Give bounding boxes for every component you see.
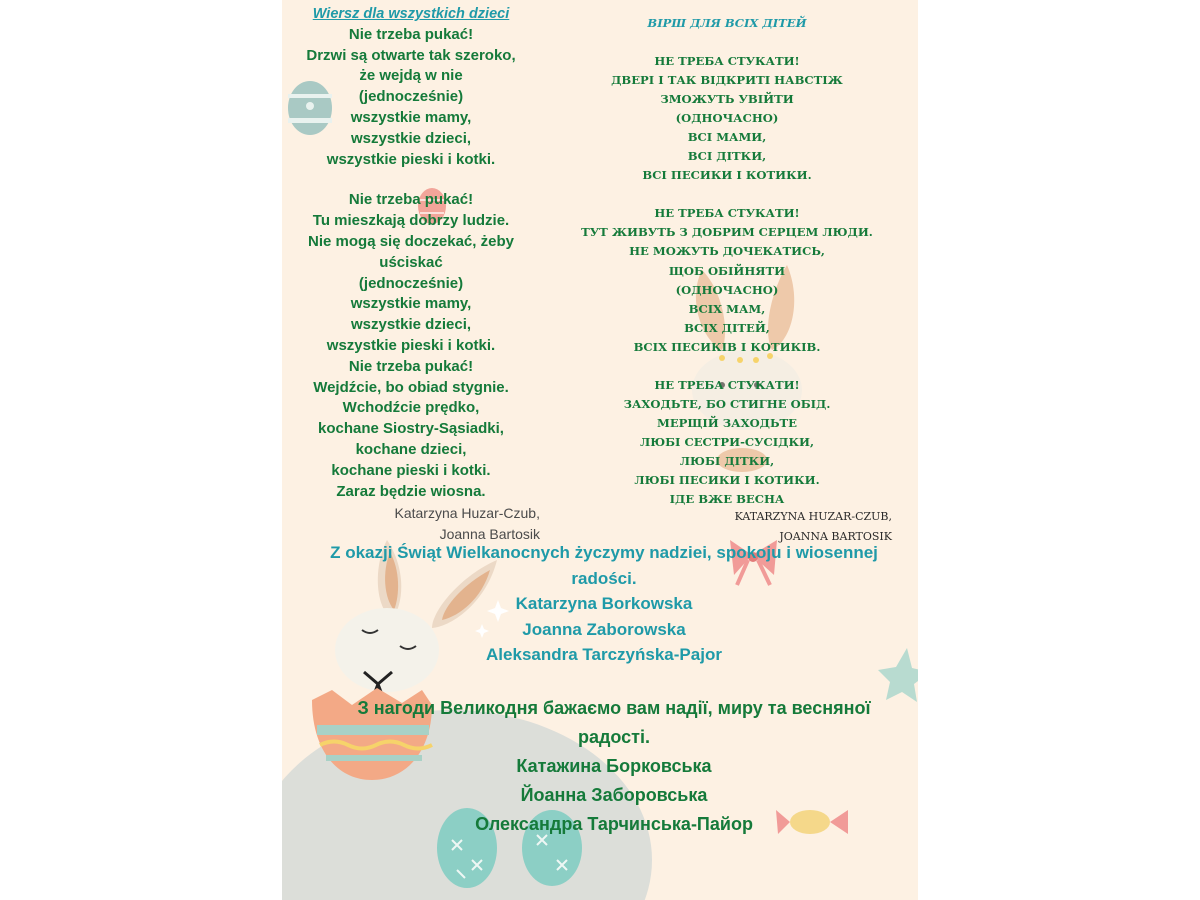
wish-line: З нагоди Великодня бажаємо вам надії, миру та весняної (357, 698, 871, 718)
poem-line: wszystkie mamy, (350, 295, 472, 313)
polish-poem-title: Wiersz dla wszystkich dzieci (312, 6, 510, 22)
polish-poem (282, 4, 540, 545)
author-line: Katarzyna Huzar-Czub, (394, 505, 540, 522)
poem-line: ІДЕ ВЖЕ ВЕСНА (669, 492, 785, 507)
poem-line: ВСІ МАМИ, (687, 130, 767, 145)
poem-line: (jednocześnie) (358, 274, 464, 292)
poem-line: ВСІХ ПЕСИКІВ І КОТИКІВ. (633, 339, 821, 354)
signature: Йоанна Заборовська (520, 785, 708, 805)
poem-line: (ОДНОЧАСНО) (675, 111, 779, 126)
poem-line: Wejdźcie, bo obiad stygnie. (313, 378, 509, 396)
easter-poster (282, 0, 918, 900)
poem-line: ЗМОЖУТЬ УВІЙТИ (660, 92, 794, 107)
signature: Joanna Zaborowska (522, 619, 686, 639)
signature: Олександра Тарчинська-Пайор (475, 814, 753, 834)
poem-line: ДВЕРІ І ТАК ВІДКРИТІ НАВСТІЖ (611, 73, 843, 88)
author-line: Joanna Bartosik (439, 526, 540, 543)
wish-line: radości. (571, 568, 637, 588)
poem-line: ВСІ ПЕСИКИ І КОТИКИ. (642, 168, 812, 183)
signature: Katarzyna Borkowska (515, 594, 693, 613)
poem-line: Zaraz będzie wiosna. (336, 482, 486, 500)
poem-line: wszystkie dzieci, (350, 129, 472, 147)
wish-line: радості. (577, 727, 651, 747)
poem-line: wszystkie pieski i kotki. (326, 150, 496, 168)
poem-line: (ОДНОЧАСНО) (675, 282, 779, 297)
poem-line: ВСІХ ДІТЕЙ, (684, 320, 770, 335)
poem-line: kochane Siostry-Sąsiadki, (318, 420, 504, 438)
poem-line: wszystkie dzieci, (350, 316, 472, 334)
polish-wishes (290, 540, 918, 668)
poem-line: (jednocześnie) (358, 88, 464, 106)
poem-line: НЕ ТРЕБА СТУКАТИ! (654, 54, 800, 69)
poem-line: ЗАХОДЬТЕ, БО СТИГНЕ ОБІД. (623, 396, 831, 411)
poem-line: ВСІХ МАМ, (688, 301, 766, 316)
poem-line: МЕРЩІЙ ЗАХОДЬТЕ (656, 415, 798, 430)
poem-line: НЕ ТРЕБА СТУКАТИ! (654, 377, 800, 392)
poem-line: uściskać (379, 253, 443, 271)
signature: Aleksandra Tarczyńska-Pajor (486, 645, 722, 664)
poem-line: Nie trzeba pukać! (348, 357, 474, 375)
author-line: KATARZYNA HUZAR-CZUB, (734, 510, 892, 524)
poem-line: że wejdą w nie (359, 67, 463, 85)
ukrainian-wishes (310, 694, 918, 839)
poem-line: wszystkie mamy, (350, 108, 472, 126)
author-line: JOANNA BARTOSIK (779, 530, 892, 544)
signature: Катажина Борковська (516, 756, 712, 776)
poem-line: НЕ МОЖУТЬ ДОЧЕКАТИСЬ, (629, 244, 825, 259)
poem-line: wszystkie pieski i kotki. (326, 336, 496, 354)
poem-line: ВСІ ДІТКИ, (687, 149, 767, 164)
poem-line: Nie mogą się doczekać, żeby (308, 232, 514, 250)
poem-line: Wchodźcie prędko, (342, 399, 480, 417)
poem-line: ЛЮБІ ПЕСИКИ І КОТИКИ. (634, 472, 820, 487)
poem-line: Nie trzeba pukać! (348, 191, 474, 209)
poem-line: НЕ ТРЕБА СТУКАТИ! (654, 206, 800, 221)
ukrainian-poem-title: ВІРШ ДЛЯ ВСІХ ДІТЕЙ (647, 16, 807, 30)
poem-line: ЛЮБІ ДІТКИ, (679, 453, 775, 468)
poem-line: Tu mieszkają dobrzy ludzie. (312, 212, 510, 230)
poem-line: ТУТ ЖИВУТЬ З ДОБРИМ СЕРЦЕМ ЛЮДИ. (581, 225, 873, 240)
poem-line: kochane dzieci, (355, 440, 467, 458)
poem-line: Drzwi są otwarte tak szeroko, (306, 46, 516, 64)
poem-line: ЛЮБІ СЕСТРИ-СУСІДКИ, (639, 434, 815, 449)
ukrainian-poem (574, 14, 892, 547)
wish-line: Z okazji Świąt Wielkanocnych życzymy nadziei, spokoju i wiosennej (330, 543, 878, 562)
poem-line: Nie trzeba pukać! (348, 25, 474, 43)
poem-line: kochane pieski i kotki. (331, 461, 491, 479)
polish-poem-authors (282, 503, 540, 545)
poem-line: ЩОБ ОБІЙНЯТИ (668, 263, 786, 278)
